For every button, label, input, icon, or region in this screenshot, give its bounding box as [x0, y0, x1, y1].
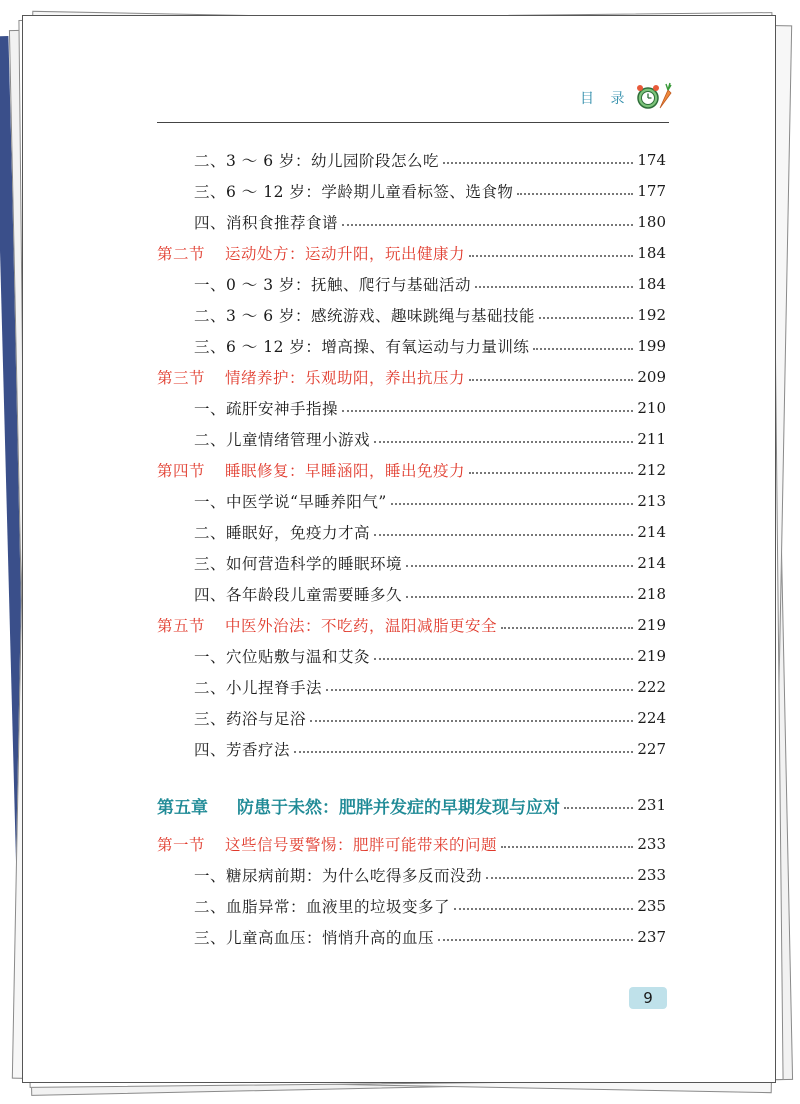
toc-subsection-entry — [194, 644, 666, 668]
toc-entry-title — [194, 521, 370, 543]
toc-subsection-entry — [194, 706, 666, 730]
toc-entry-number: 第一节 — [157, 836, 206, 854]
toc-subsection-entry — [194, 272, 666, 296]
toc-page-number: 210 — [637, 399, 666, 417]
toc-leader-dots — [564, 807, 633, 809]
toc-entry-title — [194, 180, 513, 202]
toc-page-number: 235 — [637, 897, 666, 915]
toc-leader-dots — [310, 720, 633, 722]
toc-entry-text: 三、儿童高血压：悄悄升高的血压 — [194, 929, 435, 947]
toc-page-number: 224 — [637, 709, 666, 727]
toc-page-number: 219 — [637, 647, 666, 665]
toc-leader-dots — [517, 193, 633, 195]
toc-page-number: 231 — [637, 796, 666, 814]
toc-entry-text: 二、3 ～ 6 岁：感统游戏、趣味跳绳与基础技能 — [194, 307, 536, 325]
toc-entry-text: 一、疏肝安神手指操 — [194, 400, 339, 418]
toc-subsection-entry — [194, 675, 666, 699]
toc-entry-text: 二、睡眠好，免疫力才高 — [194, 524, 371, 542]
toc-page-number: 199 — [637, 337, 666, 355]
toc-page-number: 214 — [637, 554, 666, 572]
toc-entry-title — [157, 833, 497, 855]
toc-page-number: 211 — [637, 430, 666, 448]
toc-leader-dots — [374, 534, 633, 536]
toc-page-number: 209 — [637, 368, 666, 386]
toc-page-number: 233 — [637, 866, 666, 884]
toc-entry-text: 情绪养护：乐观助阳，养出抗压力 — [225, 369, 466, 387]
toc-leader-dots — [294, 751, 633, 753]
toc-leader-dots — [533, 348, 633, 350]
toc-entry-title — [157, 242, 465, 264]
toc-entry-text: 三、药浴与足浴 — [194, 710, 307, 728]
toc-entry-title — [194, 676, 322, 698]
toc-entry-title — [157, 614, 497, 636]
toc-section-entry — [157, 613, 666, 637]
toc-entry-title — [157, 459, 465, 481]
toc-entry-text: 三、如何营造科学的睡眠环境 — [194, 555, 403, 573]
toc-entry-title — [194, 645, 370, 667]
toc-subsection-entry — [194, 737, 666, 761]
toc-entry-number: 第五章 — [157, 797, 208, 818]
toc-leader-dots — [469, 379, 633, 381]
toc-page-number: 219 — [637, 616, 666, 634]
toc-page-number: 180 — [637, 213, 666, 231]
toc-subsection-entry — [194, 582, 666, 606]
toc-subsection-entry — [194, 520, 666, 544]
toc-page-number: 177 — [637, 182, 666, 200]
toc-subsection-entry — [194, 179, 666, 203]
toc-leader-dots — [454, 908, 633, 910]
toc-leader-dots — [326, 689, 633, 691]
toc-leader-dots — [469, 255, 633, 257]
toc-leader-dots — [438, 939, 633, 941]
toc-subsection-entry — [194, 863, 666, 887]
toc-entry-text: 一、中医学说“早睡养阳气” — [194, 493, 387, 511]
toc-entry-title — [194, 211, 338, 233]
toc-leader-dots — [342, 224, 633, 226]
toc-subsection-entry — [194, 303, 666, 327]
toc-section-entry — [157, 241, 666, 265]
toc-page-number: 237 — [637, 928, 666, 946]
toc-subsection-entry — [194, 396, 666, 420]
toc-leader-dots — [406, 565, 633, 567]
toc-entry-text: 运动处方：运动升阳，玩出健康力 — [225, 245, 466, 263]
toc-page-number: 192 — [637, 306, 666, 324]
toc-subsection-entry — [194, 427, 666, 451]
toc-entry-title — [194, 149, 439, 171]
toc-entry-text: 四、芳香疗法 — [194, 741, 291, 759]
toc-page-number: 218 — [637, 585, 666, 603]
toc-page-number: 174 — [637, 151, 666, 169]
toc-subsection-entry — [194, 551, 666, 575]
toc-leader-dots — [469, 472, 633, 474]
toc-entry-text: 二、儿童情绪管理小游戏 — [194, 431, 371, 449]
toc-leader-dots — [342, 410, 633, 412]
toc-page-number: 213 — [637, 492, 666, 510]
toc-entry-text: 三、6 ～ 12 岁：增高操、有氧运动与力量训练 — [194, 338, 530, 356]
toc-entry-text: 一、0 ～ 3 岁：抚触、爬行与基础活动 — [194, 276, 472, 294]
toc-entry-title — [194, 397, 338, 419]
toc-entry-title — [194, 552, 402, 574]
toc-entry-title — [194, 864, 482, 886]
toc-entry-title — [157, 793, 560, 818]
toc-page-number: 184 — [637, 275, 666, 293]
toc-entry-title — [194, 304, 535, 326]
toc-entry-text: 三、6 ～ 12 岁：学龄期儿童看标签、选食物 — [194, 183, 514, 201]
toc-section-entry — [157, 832, 666, 856]
toc-entry-text: 中医外治法：不吃药，温阳减脂更安全 — [225, 617, 498, 635]
toc-subsection-entry — [194, 894, 666, 918]
toc-leader-dots — [406, 596, 633, 598]
toc-entry-text: 一、糖尿病前期：为什么吃得多反而没劲 — [194, 867, 483, 885]
page-number-badge: 9 — [629, 987, 667, 1009]
toc-entry-text: 二、3 ～ 6 岁：幼儿园阶段怎么吃 — [194, 152, 440, 170]
toc-entry-title — [194, 335, 529, 357]
toc-entry-text: 一、穴位贴敷与温和艾灸 — [194, 648, 371, 666]
toc-subsection-entry — [194, 334, 666, 358]
toc-leader-dots — [475, 286, 633, 288]
toc-page-number: 233 — [637, 835, 666, 853]
toc-page-number: 214 — [637, 523, 666, 541]
toc-subsection-entry — [194, 210, 666, 234]
toc-entry-text: 二、血脂异常：血液里的垃圾变多了 — [194, 898, 451, 916]
toc-entry-title — [194, 273, 471, 295]
toc-entry-title — [194, 583, 402, 605]
toc-leader-dots — [374, 441, 633, 443]
toc-leader-dots — [539, 317, 633, 319]
toc-entry-text: 防患于未然：肥胖并发症的早期发现与应对 — [237, 797, 560, 818]
toc-entry-number: 第四节 — [157, 462, 206, 480]
toc-entry-title — [194, 895, 450, 917]
toc-entry-text: 这些信号要警惕：肥胖可能带来的问题 — [225, 836, 498, 854]
toc-entry-title — [194, 738, 290, 760]
toc-chapter-entry — [157, 793, 666, 817]
header-label: 目 录 — [580, 91, 631, 107]
toc-subsection-entry — [194, 148, 666, 172]
toc-page-number: 222 — [637, 678, 666, 696]
toc-entry-title — [194, 926, 434, 948]
toc-section-entry — [157, 365, 666, 389]
toc-leader-dots — [374, 658, 633, 660]
toc-entry-text: 二、小儿捏脊手法 — [194, 679, 323, 697]
toc-entry-text: 四、消积食推荐食谱 — [194, 214, 339, 232]
toc-section-entry — [157, 458, 666, 482]
toc-leader-dots — [486, 877, 633, 879]
toc-subsection-entry — [194, 489, 666, 513]
toc-entry-number: 第五节 — [157, 617, 206, 635]
toc-entry-title — [194, 490, 387, 512]
toc-page-number: 184 — [637, 244, 666, 262]
toc-entry-text: 睡眠修复：早睡涵阳，睡出免疫力 — [225, 462, 466, 480]
toc-entry-text: 四、各年龄段儿童需要睡多久 — [194, 586, 403, 604]
toc-leader-dots — [501, 846, 633, 848]
toc-entry-title — [194, 707, 306, 729]
toc-entry-title — [157, 366, 465, 388]
toc-entry-title — [194, 428, 370, 450]
toc-leader-dots — [391, 503, 634, 505]
toc-subsection-entry — [194, 925, 666, 949]
toc-leader-dots — [443, 162, 633, 164]
toc-page-number: 227 — [637, 740, 666, 758]
toc-leader-dots — [501, 627, 633, 629]
toc-page-number: 212 — [637, 461, 666, 479]
toc-entry-number: 第三节 — [157, 369, 206, 387]
toc-entry-number: 第二节 — [157, 245, 206, 263]
